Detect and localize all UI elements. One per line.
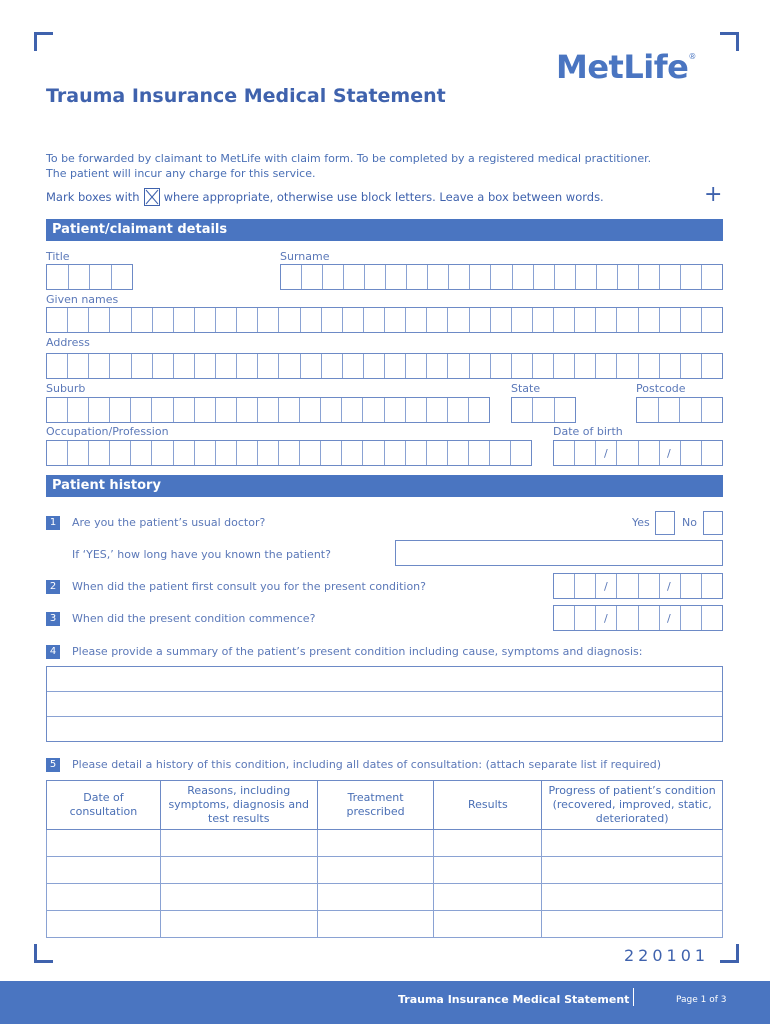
first-consult-date-input[interactable] bbox=[553, 573, 723, 599]
mark-text-before: Mark boxes with bbox=[46, 190, 140, 204]
table-row bbox=[47, 911, 723, 938]
question-4-text: Please provide a summary of the patient’s present condition including cause, symptoms and diagnosis: bbox=[72, 645, 643, 658]
corner-mark-bottom-left bbox=[34, 944, 53, 963]
commence-slash-2: / bbox=[667, 612, 671, 625]
corner-mark-bottom-right bbox=[720, 944, 739, 963]
table-row bbox=[47, 884, 723, 911]
state-input[interactable] bbox=[511, 397, 576, 423]
summary-line-2 bbox=[47, 716, 722, 717]
title-input[interactable] bbox=[46, 264, 133, 290]
question-number-4: 4 bbox=[46, 645, 60, 659]
table-cell[interactable] bbox=[317, 884, 434, 911]
page-title: Trauma Insurance Medical Statement bbox=[46, 85, 446, 107]
header-results: Results bbox=[434, 781, 542, 830]
table-cell[interactable] bbox=[160, 884, 317, 911]
question-3-text: When did the present condition commence? bbox=[72, 612, 316, 625]
occupation-label: Occupation/Profession bbox=[46, 425, 169, 438]
table-cell[interactable] bbox=[160, 857, 317, 884]
first-consult-slash-2: / bbox=[667, 580, 671, 593]
section-patient-history: Patient history bbox=[46, 475, 723, 497]
table-cell[interactable] bbox=[434, 911, 542, 938]
header-date-of-consultation: Date of consultation bbox=[47, 781, 161, 830]
address-label: Address bbox=[46, 336, 90, 349]
table-cell[interactable] bbox=[47, 884, 161, 911]
logo-text: MetLife bbox=[556, 48, 689, 86]
table-cell[interactable] bbox=[542, 884, 723, 911]
postcode-input[interactable] bbox=[636, 397, 723, 423]
question-1-followup-text: If ‘YES,’ how long have you known the patient? bbox=[72, 548, 331, 561]
table-cell[interactable] bbox=[542, 857, 723, 884]
address-input[interactable] bbox=[46, 353, 723, 379]
table-cell[interactable] bbox=[542, 911, 723, 938]
suburb-label: Suburb bbox=[46, 382, 86, 395]
table-cell[interactable] bbox=[317, 911, 434, 938]
table-cell[interactable] bbox=[317, 857, 434, 884]
suburb-input[interactable] bbox=[46, 397, 490, 423]
cross-box-icon bbox=[144, 188, 160, 206]
question-2-text: When did the patient first consult you for the present condition? bbox=[72, 580, 426, 593]
surname-label: Surname bbox=[280, 250, 330, 263]
question-number-5: 5 bbox=[46, 758, 60, 772]
table-cell[interactable] bbox=[47, 830, 161, 857]
table-cell[interactable] bbox=[160, 911, 317, 938]
dob-slash-1: / bbox=[604, 447, 608, 460]
postcode-label: Postcode bbox=[636, 382, 686, 395]
table-cell[interactable] bbox=[47, 857, 161, 884]
header-reasons: Reasons, including symptoms, diagnosis and test results bbox=[160, 781, 317, 830]
form-code: 220101 bbox=[624, 946, 710, 965]
table-cell[interactable] bbox=[434, 830, 542, 857]
question-5-text: Please detail a history of this condition, including all dates of consultation: (attach separate list if required) bbox=[72, 758, 662, 771]
commence-slash-1: / bbox=[604, 612, 608, 625]
footer-divider bbox=[633, 988, 634, 1006]
surname-input[interactable] bbox=[280, 264, 723, 290]
corner-mark-top-right bbox=[720, 32, 739, 51]
table-cell[interactable] bbox=[434, 857, 542, 884]
mark-text-after: where appropriate, otherwise use block letters. Leave a box between words. bbox=[163, 190, 604, 204]
intro-line-1: To be forwarded by claimant to MetLife with claim form. To be completed by a registered medical practitioner. bbox=[46, 152, 652, 165]
title-label: Title bbox=[46, 250, 70, 263]
question-number-3: 3 bbox=[46, 612, 60, 626]
known-duration-input[interactable] bbox=[395, 540, 723, 566]
condition-commence-date-input[interactable] bbox=[553, 605, 723, 631]
plus-icon: + bbox=[704, 182, 723, 207]
first-consult-slash-1: / bbox=[604, 580, 608, 593]
table-cell[interactable] bbox=[542, 830, 723, 857]
footer-title: Trauma Insurance Medical Statement bbox=[398, 993, 630, 1006]
question-1-text: Are you the patient’s usual doctor? bbox=[72, 516, 266, 529]
table-cell[interactable] bbox=[317, 830, 434, 857]
dob-input[interactable] bbox=[553, 440, 723, 466]
table-cell[interactable] bbox=[160, 830, 317, 857]
consultation-history-table bbox=[46, 780, 723, 938]
table-cell[interactable] bbox=[434, 884, 542, 911]
occupation-input[interactable] bbox=[46, 440, 532, 466]
mark-instructions bbox=[46, 188, 604, 206]
table-row bbox=[47, 857, 723, 884]
intro-line-2: The patient will incur any charge for this service. bbox=[46, 167, 316, 180]
table-row bbox=[47, 830, 723, 857]
metlife-logo bbox=[556, 48, 696, 86]
question-number-1: 1 bbox=[46, 516, 60, 530]
footer-bar bbox=[0, 981, 770, 1024]
dob-slash-2: / bbox=[667, 447, 671, 460]
no-checkbox[interactable] bbox=[703, 511, 723, 535]
summary-line-1 bbox=[47, 691, 722, 692]
no-label: No bbox=[682, 516, 697, 529]
section-patient-details: Patient/claimant details bbox=[46, 219, 723, 241]
given-names-label: Given names bbox=[46, 293, 119, 306]
state-label: State bbox=[511, 382, 541, 395]
given-names-input[interactable] bbox=[46, 307, 723, 333]
footer-page-number: Page 1 of 3 bbox=[676, 995, 727, 1005]
question-number-2: 2 bbox=[46, 580, 60, 594]
yes-label: Yes bbox=[632, 516, 650, 529]
logo-reg: ® bbox=[688, 52, 696, 61]
table-cell[interactable] bbox=[47, 911, 161, 938]
corner-mark-top-left bbox=[34, 32, 53, 51]
header-treatment: Treatment prescribed bbox=[317, 781, 434, 830]
table-header-row bbox=[47, 781, 723, 830]
condition-summary-textarea[interactable] bbox=[46, 666, 723, 742]
header-progress: Progress of patient’s condition (recovered, improved, static, deteriorated) bbox=[542, 781, 723, 830]
yes-checkbox[interactable] bbox=[655, 511, 675, 535]
dob-label: Date of birth bbox=[553, 425, 623, 438]
